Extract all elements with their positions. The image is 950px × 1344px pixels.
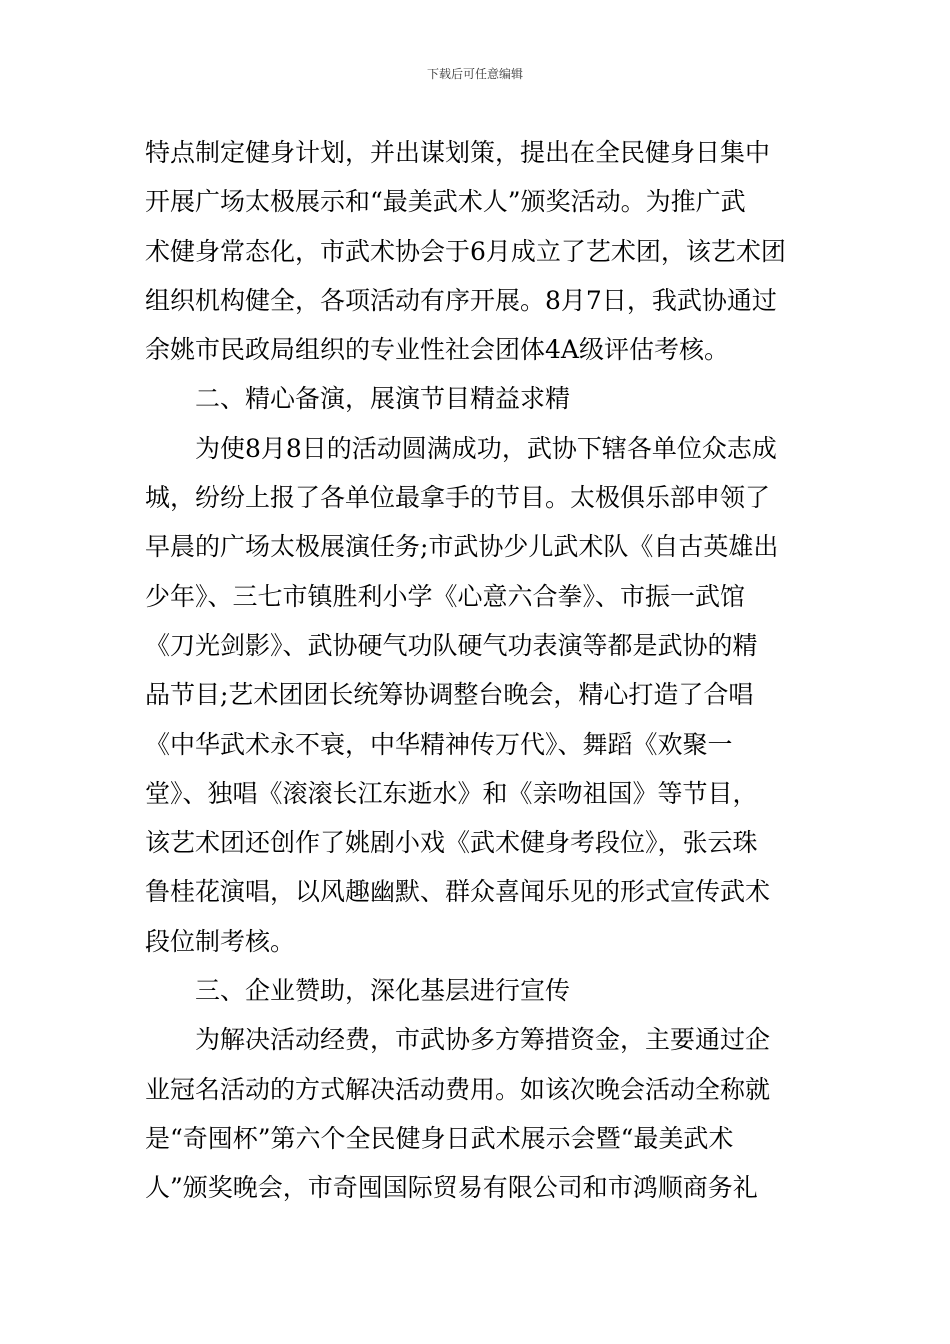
text-line: 《中华武术永不衰，中华精神传万代》、舞蹈《欢聚一 — [145, 729, 733, 759]
text-line: 组织机构健全，各项活动有序开展。8月7日，我武协通过 — [145, 285, 777, 315]
text-line: 城，纷纷上报了各单位最拿手的节目。太极俱乐部申领了 — [145, 483, 771, 513]
text-line: 余姚市民政局组织的专业性社会团体4A级评估考核。 — [145, 335, 729, 365]
paragraph-first-line: 为使8月8日的活动圆满成功，武协下辖各单位众志成 — [195, 433, 777, 463]
text-line: 业冠名活动的方式解决活动费用。如该次晚会活动全称就 — [145, 1074, 771, 1104]
text-line: 早晨的广场太极展演任务;市武协少儿武术队《自古英雄出 — [145, 532, 779, 562]
text-line: 该艺术团还创作了姚剧小戏《武术健身考段位》，张云珠 — [145, 828, 758, 858]
text-line: 鲁桂花演唱，以风趣幽默、群众喜闻乐见的形式宣传武术 — [145, 877, 771, 907]
section-heading: 三、企业赞助，深化基层进行宣传 — [195, 976, 571, 1006]
text-line: 《刀光剑影》、武协硬气功队硬气功表演等都是武协的精 — [145, 630, 758, 660]
text-line: 术健身常态化，市武术协会于6月成立了艺术团，该艺术团 — [145, 236, 786, 266]
document-body — [145, 128, 815, 1213]
text-line: 段位制考核。 — [145, 926, 296, 956]
page-header: 下载后可任意编辑 — [426, 67, 523, 81]
text-line: 是“奇囤杯”第六个全民健身日武术展示会暨“最美武术 — [145, 1123, 734, 1153]
text-line: 开展广场太极展示和“最美武术人”颁奖活动。为推广武 — [145, 187, 746, 217]
section-heading: 二、精心备演，展演节目精益求精 — [195, 384, 571, 414]
text-line: 特点制定健身计划，并出谋划策，提出在全民健身日集中 — [145, 138, 771, 167]
text-line: 人”颁奖晚会，市奇囤国际贸易有限公司和市鸿顺商务礼 — [145, 1173, 758, 1203]
text-line: 堂》、独唱《滚滚长江东逝水》和《亲吻祖国》等节目， — [145, 778, 758, 808]
text-line: 少年》、三七市镇胜利小学《心意六合拳》、市振一武馆 — [145, 581, 746, 611]
text-line: 品节目;艺术团团长统筹协调整台晚会，精心打造了合唱 — [145, 680, 754, 710]
paragraph-first-line: 为解决活动经费，市武协多方筹措资金，主要通过企 — [195, 1025, 771, 1055]
